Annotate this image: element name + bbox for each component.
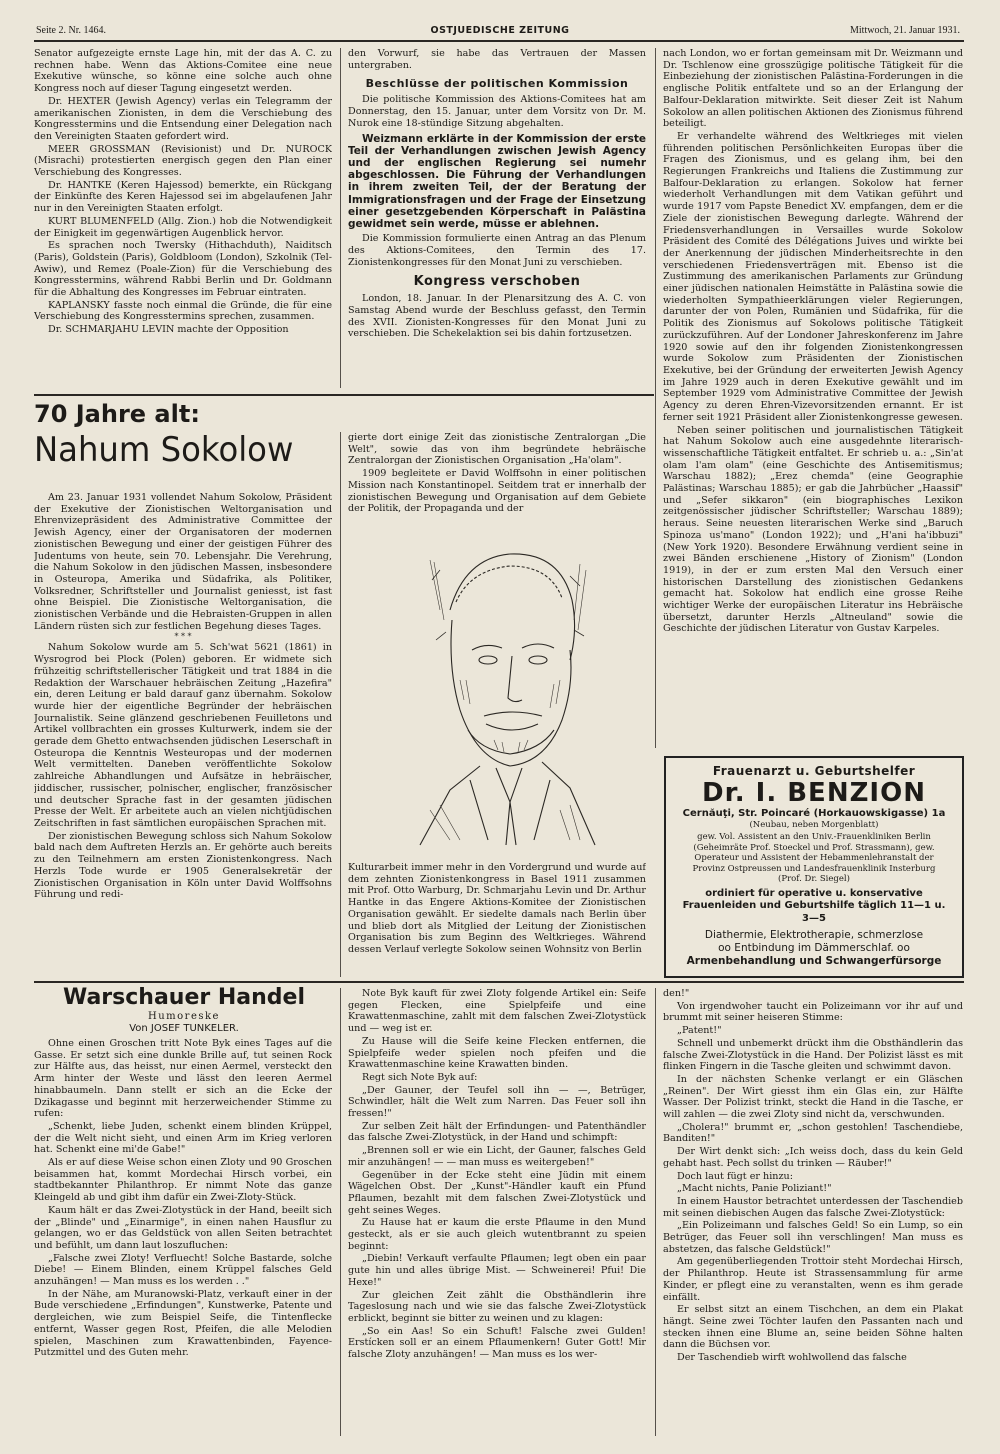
ad-address-note: (Neubau, neben Morgenblatt) [749, 820, 879, 830]
report-paragraph: Dr. HEXTER (Jewish Agency) verlas ein Telegramm der amerikanischen Zionisten, in dem die Verschiebung des Kongresstermins und die Entsendung einer Delegation nach den Vereinigten Staaten gefordert wird. [34, 95, 332, 142]
story-genre: Humoreske [148, 1011, 220, 1022]
commission-paragraph: Die Kommission formulierte einen Antrag an das Plenum des Aktions-Comitees, den Termin des 17. Zionistenkongresses für den Monat Juni zu verschieben. [348, 233, 646, 268]
story-paragraph: Doch laut fügt er hinzu: [677, 1170, 793, 1182]
issue-date: Mittwoch, 21. Januar 1931. [850, 25, 960, 36]
doctor-advertisement [664, 756, 964, 978]
headline-title: Nahum Sokolow [34, 430, 294, 470]
story-column-3 [663, 988, 963, 1438]
ad-address: Cernăuţi, Str. Poincaré (Horkauowskigasse) 1a [682, 808, 946, 819]
report-paragraph: KAPLANSKY fasste noch einmal die Gründe, die für eine Verschiebung des Kongresstermins sprechen, zusammen. [34, 299, 332, 323]
article-paragraph: Kulturarbeit immer mehr in den Vordergrund und wurde auf dem zehnten Zionistenkongress in Basel 1911 zusammen mit Prof. Otto Warburg, Dr. Schmarjahu Levin und Dr. Arthur Hantke in das Engere Aktions-Komitee der Zionistischen Organisation gewählt. Er siedelte damals nach Berlin über und blieb dort als Mitglied der Leitung der Zionistischen Organisation bis zum Beginn des Weltkrieges. Während dessen Verlauf verlegte Sokolow seinen Wohnsitz von Berlin [348, 862, 646, 955]
ad-line-b: oo Entbindung im Dämmerschlaf. oo [718, 942, 910, 954]
sokolow-article-column [34, 492, 332, 977]
story-paragraph: „Brennen soll er wie ein Licht, der Gauner, falsches Geld mir anzuhängen! — — man muss es weitergeben!" [348, 1145, 646, 1168]
story-paragraph: Der Wirt denkt sich: „Ich weiss doch, dass du kein Geld gehabt hast. Pech sollst du trinken — Räuber!" [663, 1146, 963, 1169]
story-paragraph: „Schenkt, liebe Juden, schenkt einem blinden Krüppel, der die Welt nicht sieht, und einen Arm im Krieg verloren hat. Schenkt eine mi'de Gabe!" [34, 1120, 332, 1156]
commission-heading: Beschlüsse der politischen Kommission [365, 77, 629, 91]
story-paragraph: Der Taschendieb wirft wohlwollend das falsche [677, 1352, 907, 1364]
column-divider [655, 988, 656, 1436]
sokolow-headline [34, 400, 334, 472]
page-number: Seite 2. Nr. 1464. [36, 25, 106, 36]
story-paragraph: Schnell und unbemerkt drückt ihm die Obsthändlerin das falsche Zwei-Zlotystück in die Hand. Der Polizist lässt es mit flinken Fingern in die Tasche gleiten und schwimmt davon. [663, 1037, 963, 1073]
story-column-2 [348, 988, 646, 1438]
weizmann-statement: Weizmann erklärte in der Kommission der erste Teil der Verhandlungen zwischen Jewish Agency und der englischen Regierung sei numehr abgeschlossen. Die Führung der Verhandlungen in ihrem zweiten Teil, der der Beratung der Immigrationsfragen und der Frage der Einsetzung einer gesetzgebenden Körperschaft in Palästina gewidmet sein werde, müsse er ablehnen. [348, 132, 646, 230]
sokolow-portrait [410, 540, 600, 850]
story-paragraph: In einem Haustor betrachtet unterdessen der Taschendieb mit seinen diebischen Augen das falsche Zwei-Zlotystück: [663, 1195, 963, 1219]
postponed-heading: Kongress verschoben [413, 274, 581, 290]
story-paragraph: „Patent!" [677, 1025, 722, 1037]
story-paragraph: In der Nähe, am Muranowski-Platz, verkauft einer in der Bude verschiedene „Erfindungen", Kunstwerke, Patente und dergleichen, wie zum Beispiel Seife, die Tintenflecke entfernt, Wasser gegen Rost, Pfeifen, die alle Melodien spielen, Maschinen zum Krawattenbinden, Fayence-Putzmittel und des Guten mehr. [34, 1288, 332, 1359]
intro-text: den Vorwurf, sie habe das Vertrauen der Massen untergraben. [348, 48, 646, 71]
sokolow-middle-bottom [348, 862, 646, 977]
story-heading [34, 985, 334, 1035]
report-paragraph: KURT BLUMENFELD (Allg. Zion.) hob die Notwendigkeit der Einigkeit im gegenwärtigen Augenblick hervor. [34, 215, 332, 239]
portrait-sketch [410, 540, 600, 850]
ad-profession: Frauenarzt u. Geburtshelfer [712, 764, 916, 778]
headline-kicker: 70 Jahre alt: [34, 400, 200, 428]
continuation-paragraph: Er verhandelte während des Weltkrieges mit vielen führenden politischen Persönlichkeiten Europas über die Fragen des Zionismus, und es gelang ihm, bei den Regierungen Frankreichs und Italiens die Zustimmung zur Balfour-Deklaration zu erlangen. Sokolow hat ferner wiederholt Verhandlungen mit dem Vatikan geführt und wurde 1917 vom Papste Benedict XV. empfangen, dem er die Ziele der zionistischen Bewegung darlegte. Während der Friedensverhandlungen in Versailles wurde Sokolow Präsident des Comité des Délégations Juives und wirkte bei der Anerkennung der jüdischen Minderheitsrechte in den verschiedenen Friedensverträgen mit. Ebenso ist die Zustimmung des amerikanischen Parlaments zur Gründung einer jüdischen nationalen Heimstätte in Palästina sowie die wiederholten Sympathieerklärungen vieler Regierungen, darunter der von Polen, Rumänien und Südafrika, für die Politik des Zionismus auf Sokolows politische Tätigkeit zurückzuführen. Auf der Londoner Jahreskonferenz im Jahre 1920 sowie auf den ihr folgenden Zionistenkongressen wurde Sokolow zum Präsidenten der Zionistischen Exekutive, bei der Gründung der erweiterten Jewish Agency im Jahre 1929 auch in deren Exekutive gewählt und im September 1929 vom Administrative Committee der Jewish Agency zu deren Ehren-Vizevorsitzenden ernannt. Er ist ferner seit 1921 Präsident aller Zionistenkongresse gewesen. [663, 130, 963, 423]
story-paragraph: Als er auf diese Weise schon einen Zloty und 90 Groschen beisammen hat, kommt Mordechai Hirsch vorbei, ein stadtbekannter Philanthrop. Er nimmt Note das ganze Kleingeld ab und gibt ihm dafür ein Zwei-Zloty-Stück. [34, 1157, 332, 1204]
section-asterisks: * * * [174, 632, 192, 642]
story-paragraph: Am gegenüberliegenden Trottoir steht Mordechai Hirsch, der Philanthrop. Heute ist Strassensammlung für arme Kinder, er pflegt eine zu veranstalten, wenn es ihm gerade einfällt. [663, 1256, 963, 1303]
story-paragraph: „Der Gauner, der Teufel soll ihn — —, Betrüger, Schwindler, hält die Welt zum Narren. Das Feuer soll ihn fressen!" [348, 1084, 646, 1120]
ad-doctor-name: Dr. I. BENZION [702, 778, 926, 808]
story-paragraph: „So ein Aas! So ein Schuft! Falsche zwei Gulden! Erstícken soll er an einem Pflaumenkern! Guter Gott! Mir falsche Zloty anzuhängen! — Man muss es los wer- [348, 1325, 646, 1361]
header-rule [34, 40, 964, 42]
report-paragraph: MEER GROSSMAN (Revisionist) und Dr. NUROCK (Misrachi) protestierten energisch gegen den Plan einer Verschiebung des Kongresses. [34, 143, 332, 179]
commission-paragraph: Die politische Kommission des Aktions-Comitees hat am Donnerstag, den 15. Januar, unter dem Vorsitz von Dr. M. Nurok eine 18-stündige Sitzung abgehalten. [348, 94, 646, 129]
column-divider [340, 988, 341, 1436]
story-paragraph: In der nächsten Schenke verlangt er ein Gläschen „Reinen". Der Wirt giesst ihm ein Glas ein, zur Hälfte Wasser. Der Polizist trinkt, steckt die Hand in die Tasche, er will zahlen — die zwei Zloty sind nicht da, verschwunden. [663, 1073, 963, 1121]
story-paragraph: „Diebin! Verkauft verfaulte Pflaumen; legt oben ein paar gute hin und alles übrige Mist. — Schweinerei! Pfui! Die Hexe!" [348, 1253, 646, 1288]
story-paragraph: Note Byk kauft für zwei Zloty folgende Artikel ein: Seife gegen Flecken, eine Spielpfeife und eine Krawattenmaschine, zahlt mit dem falschen Zwei-Zlotystück und — weg ist er. [348, 988, 646, 1035]
column-divider [340, 48, 341, 388]
section-rule [34, 394, 654, 396]
story-paragraph: Ohne einen Groschen tritt Note Byk eines Tages auf die Gasse. Er setzt sich eine dunkle Brille auf, tut seinen Rock zur Hälfte aus, das heisst, nur einen Aermel, versteckt den Arm hinter der Weste und lässt den leeren Aermel hinabbaumeln. Dann stellt er sich an die Ecke der Dzikagasse und beginnt mit herzerweichender Stimme zu rufen: [34, 1038, 332, 1120]
report-paragraph: Dr. SCHMARJAHU LEVIN machte der Opposition [48, 324, 289, 336]
sokolow-continuation-column [663, 48, 963, 748]
congress-report-column [34, 48, 332, 390]
article-paragraph: 1909 begleitete er David Wolffsohn in einer politischen Mission nach Konstantinopel. Seitdem trat er innerhalb der zionistischen Bewegung und Organisation auf dem Gebiete der Politik, der Propaganda und der [348, 468, 646, 515]
story-paragraph: „Cholera!" brummt er, „schon gestohlen! Taschendiebe, Banditen!" [663, 1121, 963, 1145]
story-paragraph: Er selbst sitzt an einem Tischchen, an dem ein Plakat hängt. Seine zwei Töchter laufen den Passanten nach und stecken ihnen eine Blume an, seine beiden Söhne halten dann die Büchsen vor. [663, 1304, 963, 1351]
story-column-1 [34, 1038, 332, 1438]
continuation-paragraph: nach London, wo er fortan gemeinsam mit Dr. Weizmann und Dr. Tschlenow eine grosszügige politische Tätigkeit für die Einbeziehung der zionistischen Palästina-Forderungen in die englische Politik entfaltete und so an der Erlangung der Balfour-Deklaration mitwirkte. Seit dieser Zeit ist Nahum Sokolow an allen politischen Aktionen des Zionismus führend beteiligt. [663, 48, 963, 130]
story-paragraph: „Macht nichts, Panie Poliziant!" [677, 1183, 832, 1195]
story-author: Von JOSEF TUNKELER. [129, 1023, 239, 1034]
column-divider [655, 48, 656, 748]
story-paragraph: „Ein Polizeimann und falsches Geld! So ein Lump, so ein Betrüger, das Feuer soll ihn verschlingen! Man muss es abstetzen, das falsche Geldstück!" [663, 1220, 963, 1255]
article-paragraph: Nahum Sokolow wurde am 5. Sch'wat 5621 (1861) in Wysrogrod bei Plock (Polen) geboren. Er widmete sich frühzeitig schriftstellerischer Tätigkeit und trat 1884 in die Redaktion der Warschauer hebräischen Zeitung „Hazefira" ein, deren Leitung er bald darauf ganz übernahm. Sokolow wurde hier der eigentliche Begründer der hebräischen Journalistik. Seine glänzend geschriebenen Feuilletons und Artikel vollbrachten ein grosses Kulturwerk, indem sie der gerade dem Ghetto entwachsenden jüdischen Leserschaft in Osteuropa die Kenntnis Westeuropas und der modernen Welt vermittelten. Daneben veröffentlichte Sokolow zahlreiche Abhandlungen und Aufsätze in hebräischer, jiddischer, russischer, polnischer, englischer, französischer und deutscher Sprache fast in der gesamten jüdischen Presse der Welt. Er arbeitete auch an vielen nichtjüdischen Zeitschriften in fast sämtlichen europäischen Sprachen mit. [34, 642, 332, 829]
story-title: Warschauer Handel [62, 985, 306, 1010]
ad-line-c: Armenbehandlung und Schwangerfürsorge [686, 955, 942, 967]
ad-credentials: gew. Vol. Assistent an den Univ.-Frauenkliniken Berlin (Geheimräte Prof. Stoeckel und Prof. Strassmann), gew. Operateur und Assistent der Hebammenlehranstalt der Provinz Ostpreussen und Landesfrauenklinik Insterburg (Prof. Dr. Siegel) [692, 832, 936, 884]
story-paragraph: Von irgendwoher taucht ein Polizeimann vor ihr auf und brummt mit seiner heiseren Stimme: [663, 1000, 963, 1024]
article-paragraph: gierte dort einige Zeit das zionistische Zentralorgan „Die Welt", sowie das von ihm begründete hebräische Zentralorgan der Zionistischen Organisation „Ha'olam". [348, 432, 646, 467]
report-paragraph: Senator aufgezeigte ernste Lage hin, mit der das A. C. zu rechnen habe. Wenn das Aktions-Comitee eine neue Exekutive wünsche, so könne eine solche auch ohne Kongress noch auf dieser Tagung eingesetzt werden. [34, 48, 332, 95]
report-paragraph: Es sprachen noch Twersky (Hithachduth), Naiditsch (Paris), Goldstein (Paris), Goldbloom (London), Szkolnik (Tel-Awiw), und Remez (Poale-Zion) für die Verschiebung des Kongresstermins, während Rabbi Berlin und Dr. Goldmann für die Abhaltung des Kongresses im Februar eintraten. [34, 240, 332, 299]
story-paragraph: Gegenüber in der Ecke steht eine Jüdin mit einem Wägelchen Obst. Der „Kunst"-Händler kauft ein Pfund Pflaumen, bezahlt mit dem falschen Zwei-Zlotystück und geht seines Weges. [348, 1169, 646, 1216]
article-paragraph: Am 23. Januar 1931 vollendet Nahum Sokolow, Präsident der Exekutive der Zionistischen Weltorganisation und Ehrenvizepräsident des Administrative Committee der Jewish Agency, einer der Organisatoren der modernen zionistischen Bewegung und einer der geistigen Führer des Judentums von heute, sein 70. Lebensjahr. Die Verehrung, die Nahum Sokolow in den jüdischen Massen, insbesondere in Osteuropa, Amerika und Südafrika, als Politiker, Volksredner, Schriftsteller und Journalist geniesst, ist fast ohne Beispiel. Die Zionistische Weltorganisation, die zionistischen Verbände und die Hebraisten-Gruppen in allen Ländern rüsten sich zur festlichen Begehung dieses Tages. [34, 492, 332, 632]
story-paragraph: Zur selben Zeit hält der Erfindungen- und Patenthändler das falsche Zwei-Zlotystück, in der Hand und schimpft: [348, 1120, 646, 1144]
masthead: OSTJUEDISCHE ZEITUNG [430, 25, 570, 36]
story-paragraph: Zu Hause will die Seife keine Flecken entfernen, die Spielpfeife weder spielen noch pfeifen und die Krawattenmaschine keine Krawatten binden. [348, 1035, 646, 1071]
ad-services: ordiniert für operative u. konservative Frauenleiden und Geburtshilfe täglich 11—1 u. 3—5 [682, 887, 946, 924]
story-paragraph: Zur gleichen Zeit zählt die Obsthändlerin ihre Tageslosung nach und wie sie das falsche Zwei-Zlotystück erblickt, beginnt sie bitter zu weinen und zu klagen: [348, 1289, 646, 1324]
story-paragraph: Zu Hause hat er kaum die erste Pflaume in den Mund gesteckt, als er sie auch gleich wutentbrannt zu speien beginnt: [348, 1217, 646, 1252]
ad-line-a: Diathermie, Elektrotherapie, schmerzlose [704, 929, 924, 941]
story-paragraph: „Falsche zwei Zloty! Verfluecht! Solche Bastarde, solche Diebe! — Einem Blinden, einem Krüppel falsches Geld anzuhängen! — Man muss es los werden . ." [34, 1252, 332, 1288]
report-paragraph: Dr. HANTKE (Keren Hajessod) bemerkte, ein Rückgang der Einkünfte des Keren Hajessod sei im abgelaufenen Jahr nur in den Vereinigten Staaten erfolgt. [34, 179, 332, 215]
continuation-paragraph: Neben seiner politischen und journalistischen Tätigkeit hat Nahum Sokolow auch eine ausgedehnte literarisch-wissenschaftliche Tätigkeit entfaltet. Er schrieb u. a.: „Sin'at olam l'am olam" (eine Geschichte des Antisemitismus; Warschau 1882); „Erez chemda" (eine Geographie Palästinas; Warschau 1885); er gab die Jahrbücher „Haassif" und „Sefer sikkaron" (ein biographisches Lexikon zeitgenössischer jüdischer Schriftsteller; Warschau 1889); heraus. Seine neuesten literarischen Werke sind „Baruch Spinoza us'mano" (London 1922); und „H'ani ha'ibbuzi" (New York 1920). Besondere Erwähnung verdient seine in zwei Bänden erschienene „History of Zionism" (London 1919), in der er zum ersten Mal den Versuch einer historischen Darstellung des zionistischen Gedankens gemacht hat. Sokolow hat endlich eine grosse Reihe wichtiger Werke der europäischen Literatur ins Hebräische übersetzt, darunter Herzls „Altneuland" sowie die Geschichte der jüdischen Literatur von Gustav Karpeles. [663, 424, 963, 635]
column-divider [340, 432, 341, 977]
sokolow-middle-top [348, 432, 646, 530]
postponed-paragraph: London, 18. Januar. In der Plenarsitzung des A. C. von Samstag Abend wurde der Beschluss gefasst, den Termin des XVII. Zionisten-Kongresses für den Monat Juni zu verschieben. Die Schekelaktion sei bis dahin fortzusetzen. [348, 293, 646, 340]
story-paragraph: den!" [663, 988, 690, 999]
story-paragraph: Regt sich Note Byk auf: [362, 1071, 478, 1083]
story-paragraph: Kaum hält er das Zwei-Zlotystück in der Hand, beeilt sich der „Blinde" und „Einarmige", in einen nahen Hausflur zu gelangen, wo er das Geldstück von allen Seiten betrachtet und befühlt, um dann laut loszufluchen: [34, 1204, 332, 1251]
section-rule [34, 981, 964, 983]
commission-column [348, 48, 646, 390]
article-paragraph: Der zionistischen Bewegung schloss sich Nahum Sokolow bald nach dem Auftreten Herzls an. Er gehörte auch bereits zu den Teilnehmern am ersten Zionistenkongress. Nach Herzls Tode wurde er 1905 Generalsekretär der Zionistischen Organisation in Köln unter David Wolffsohns Führung und redi- [34, 830, 332, 901]
